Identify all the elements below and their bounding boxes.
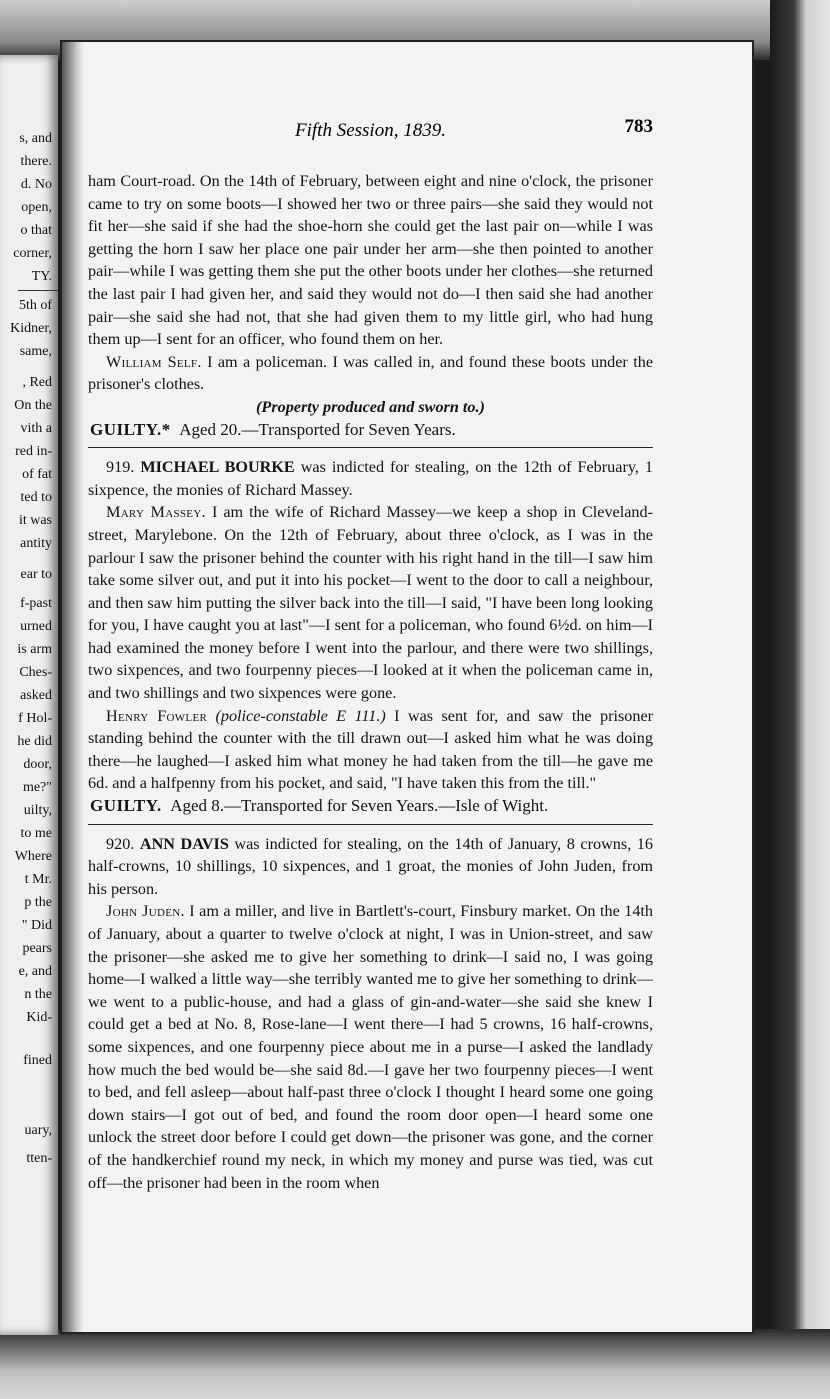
- left-page-fragment: f-past: [20, 596, 52, 611]
- left-page-fragment: Where: [14, 849, 52, 864]
- background-right: [770, 0, 830, 1399]
- defendant-name: MICHAEL BOURKE: [140, 458, 295, 477]
- witness-statement: [88, 900, 653, 1194]
- verdict: [90, 795, 653, 818]
- left-page-fragment: red in-: [15, 444, 52, 459]
- left-page-fragment: o that: [20, 223, 52, 238]
- left-page-fragment: " Did: [21, 918, 52, 933]
- left-page-fragment: open,: [21, 200, 52, 215]
- left-page-fragment: Kidner,: [10, 321, 52, 336]
- left-page-edge: [0, 55, 58, 1335]
- header-title: Fifth Session, 1839.: [295, 120, 446, 141]
- left-page-fragment: uary,: [24, 1123, 52, 1138]
- running-header: [88, 116, 653, 144]
- background-bottom: [0, 1329, 830, 1399]
- witness-statement: [88, 351, 653, 396]
- left-page-fragment: there.: [20, 154, 52, 169]
- left-page-fragment: e, and: [18, 964, 52, 979]
- verdict-sentence: Aged 20.—Transported for Seven Years.: [179, 419, 456, 439]
- left-page-fragment: he did: [17, 734, 52, 749]
- indictment-text: was indicted for stealing, on the 12th of February, 1 sixpence, the monies of Richard Massey.: [88, 458, 654, 499]
- indictment-text: was indicted for stealing, on the 14th of January, 8 crowns, 16 half-crowns, 10 shillings, 10 sixpences, and 1 groat, the monies of John Juden, from his person.: [88, 834, 653, 898]
- witness-name: William Self.: [106, 352, 202, 371]
- witness-name: John Juden.: [106, 902, 185, 921]
- left-page-fragment: ted to: [20, 490, 52, 505]
- witness-text: I am a policeman. I was called in, and found these boots under the prisoner's clothes.: [88, 352, 653, 394]
- left-page-fragment: ear to: [20, 567, 52, 582]
- witness-text: I am a miller, and live in Bartlett's-court, Finsbury market. On the 14th of January, about a quarter to twelve o'clock at night, I was in Union-street, and saw the prisoner—she asked me to give her something to drink—I said no, I was going home—I walked a little way—she terribly wanted me to give her something to drink—we went to a public-house, and had a glass of gin-and-water—she said she knew I could get a bed at No. 8, Rose-lane—I went there—I had 5 crowns, 16 half-crowns, some sixpences, and one fourpenny piece about me in a purse—I asked the landlady how much the bed would be—she said 8d.—I gave her two fourpenny pieces—I went to bed, and fell asleep—about half-past three o'clock I thought I heard some one going down stairs—I got out of bed, and found the room door open—I heard some one unlock the street door before I could get down—the prisoner was gone, and the corner of the handkerchief round my neck, in which my money and purse was tied, was cut off—the prisoner had been in the room when: [88, 902, 654, 1192]
- left-page-fragment: door,: [23, 757, 52, 772]
- left-page-fragment: uilty,: [23, 803, 52, 818]
- left-page-fragment: tten-: [26, 1151, 52, 1166]
- page-body: [88, 170, 653, 1194]
- witness-name: Henry Fowler: [106, 706, 208, 725]
- verdict: [90, 419, 653, 442]
- witness-text: I am the wife of Richard Massey—we keep a shop in Cleveland-street, Marylebone. On the 12th of February, about three o'clock, as I was in the parlour I saw the prisoner behind the counter with his right hand in the till—I saw him take some silver out, and put it into his pocket—I went to the door to call a neighbour, and then saw him putting the silver back into the till—I said, "I have been long looking for you, I have caught you at last"—I sent for a policeman, who found 6½d. on him—I had examined the money before I went into the parlour, and there were two shillings, two sixpences, and two fourpenny pieces—I looked at it when the policeman came in, and two shillings and two sixpences were gone.: [88, 503, 653, 703]
- verdict-word: GUILTY.: [90, 796, 162, 816]
- left-page-fragment: s, and: [19, 131, 52, 146]
- defendant-name: ANN DAVIS: [139, 834, 229, 853]
- page-gutter: [62, 42, 84, 1332]
- page-number: 783: [624, 116, 653, 137]
- case-number: 919.: [106, 458, 135, 477]
- verdict-sentence: Aged 8.—Transported for Seven Years.—Isle of Wight.: [170, 796, 549, 816]
- property-note: (Property produced and sworn to.): [256, 397, 485, 416]
- left-page-fragment: corner,: [13, 246, 52, 261]
- left-page-fragment: is arm: [17, 642, 52, 657]
- left-page-fragment: to me: [20, 826, 52, 841]
- left-page-fragment: f Hol-: [18, 711, 52, 726]
- section-rule: [88, 824, 653, 825]
- verdict-word: GUILTY.*: [90, 419, 171, 439]
- witness-text: I was sent for, and saw the prisoner standing behind the counter with the till drawn out—I asked him what he was doing there—he laughed—I asked him what money he had taken from the till—he gave me 6d. and a halfpenny from his pocket, and said, "I have taken this from the till.": [88, 706, 654, 793]
- paragraph: ham Court-road. On the 14th of February, between eight and nine o'clock, the prisoner came to try on some boots—I showed her two or three pairs—she said they would not fit her—she said if she had the shoe-horn she could get the last pair on—while I was getting the horn I saw her place one pair under her arm—she then pointed to another pair—while I was getting them she put the other boots under her clothes—she returned the last pair I had given her, and said they would not do—I then said she had another pair—she said she had not, that she had given them to my little girl, who had hung them up—I sent for an officer, who found them on her.: [88, 172, 653, 349]
- case-heading: [88, 456, 653, 501]
- witness-statement: [88, 501, 653, 704]
- left-page-fragment: vith a: [20, 421, 52, 436]
- witness-statement: [88, 705, 653, 795]
- left-page-fragment: Kid-: [26, 1010, 52, 1025]
- left-page-fragment: d. No: [20, 177, 52, 192]
- case-number: 920.: [106, 834, 135, 853]
- witness-role: (police-constable E 111.): [215, 706, 386, 725]
- left-page-fragment: of fat: [22, 467, 52, 482]
- witness-name: Mary Massey.: [106, 503, 206, 522]
- left-page-fragment: Ches-: [19, 665, 52, 680]
- left-page-fragment: p the: [24, 895, 52, 910]
- left-page-fragment: antity: [20, 536, 52, 551]
- left-page-fragment: me?": [22, 780, 52, 795]
- left-page-fragment: t Mr.: [24, 872, 52, 887]
- left-page-fragment: On the: [14, 398, 52, 413]
- left-page-fragment: fined: [23, 1053, 52, 1068]
- left-page-fragment: same,: [19, 344, 52, 359]
- left-page-fragment: asked: [20, 688, 52, 703]
- left-page-rule: [18, 290, 58, 291]
- section-rule: [88, 447, 653, 448]
- left-page-fragment: urned: [20, 619, 52, 634]
- left-page-fragment: it was: [18, 513, 52, 528]
- left-page-fragment: n the: [24, 987, 52, 1002]
- left-page-fragment: , Red: [22, 375, 52, 390]
- case-heading: [88, 833, 653, 901]
- left-page-fragment: TY.: [31, 269, 52, 284]
- left-page-fragment: 5th of: [18, 298, 52, 313]
- left-page-fragment: pears: [22, 941, 52, 956]
